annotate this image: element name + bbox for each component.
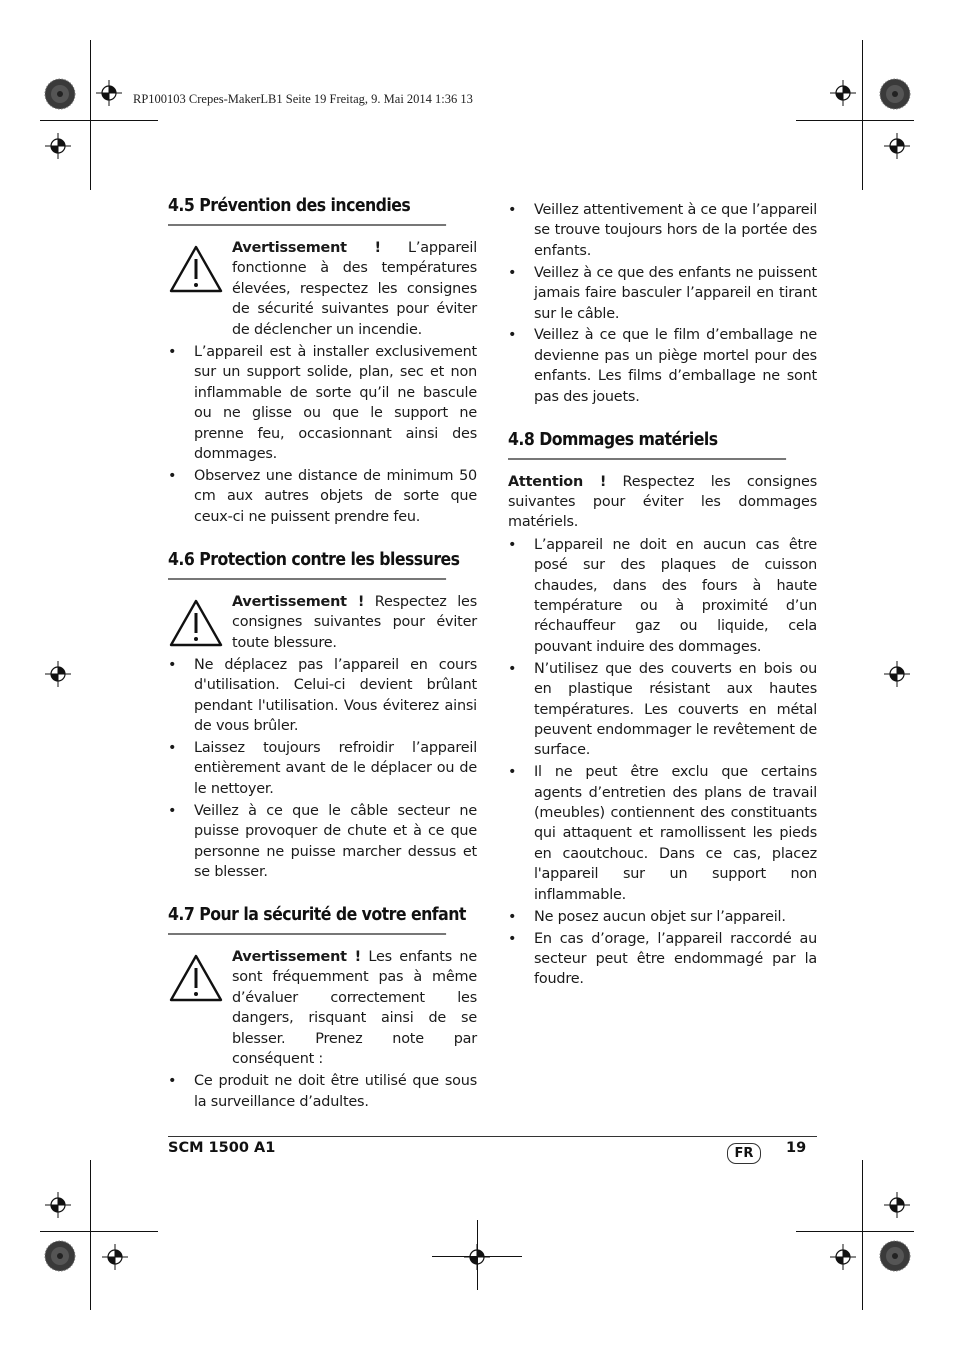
list-item: • L’appareil est à installer exclusivement sur un support solide, plan, sec et non inflammable de sorte qu’il ne bascule ou ne glisse ou que le support ne prenne feu, occasionnant ainsi des dommages. xyxy=(168,342,477,464)
footer-rule xyxy=(168,1136,817,1137)
left-column xyxy=(168,196,477,1114)
registration-mark-icon xyxy=(45,1192,71,1218)
warning-triangle-icon xyxy=(168,953,224,1003)
attention-text-4-8: Attention ! Respectez les consignes suivantes pour éviter les dommages matériels. xyxy=(508,473,817,531)
list-item: • Ce produit ne doit être utilisé que sous la surveillance d’adultes. xyxy=(168,1071,477,1112)
registration-mark-icon xyxy=(102,1244,128,1270)
warning-block-4-7 xyxy=(168,947,477,1069)
registration-mark-icon xyxy=(830,80,856,106)
warning-block-4-5 xyxy=(168,238,477,340)
bullet-list-4-7 xyxy=(168,1071,477,1112)
warning-label: Avertissement ! xyxy=(232,240,381,256)
list-item: • Veillez à ce que le câble secteur ne puisse provoquer de chute et à ce que personne ne puisse marcher dessus et se blesser. xyxy=(168,801,477,883)
registration-mark-icon xyxy=(884,1192,910,1218)
registration-mark-icon xyxy=(96,80,122,106)
warning-block-4-6 xyxy=(168,592,477,653)
color-rosette-icon xyxy=(879,78,911,110)
registration-mark-icon xyxy=(884,661,910,687)
color-rosette-icon xyxy=(879,1240,911,1272)
section-title-4-8: 4.8 Dommages matériels xyxy=(508,430,786,460)
print-info-line: RP100103 Crepes-MakerLB1 Seite 19 Freitag, 9. Mai 2014 1:36 13 xyxy=(133,92,473,106)
page-number: 19 xyxy=(786,1140,807,1156)
warning-text-4-6: Avertissement ! Respectez les consignes suivantes pour éviter toute blessure. xyxy=(232,593,477,651)
list-item: • Laissez toujours refroidir l’appareil entièrement avant de le déplacer ou de le nettoyer. xyxy=(168,738,477,799)
list-item: • Ne déplacez pas l’appareil en cours d'utilisation. Celui-ci devient brûlant pendant l'utilisation. Vous éviterez ainsi de vous brûler. xyxy=(168,655,477,737)
list-item: • Ne posez aucun objet sur l’appareil. xyxy=(508,907,817,927)
bullet-list-4-5 xyxy=(168,342,477,527)
warning-label: Avertissement ! xyxy=(232,593,365,610)
section-title-4-6: 4.6 Protection contre les blessures xyxy=(168,550,446,580)
language-badge: FR xyxy=(727,1143,761,1164)
bullet-list-4-6 xyxy=(168,655,477,882)
list-item: • Il ne peut être exclu que certains agents d’entretien des plans de travail (meubles) contiennent des constituants qui attaquent et ramollissent les pieds en caoutchouc. Dans ce cas, placez l'appareil sur un support non inflammable. xyxy=(508,762,817,905)
color-rosette-icon xyxy=(44,78,76,110)
registration-mark-icon xyxy=(884,133,910,159)
registration-mark-icon xyxy=(45,661,71,687)
right-column xyxy=(508,200,817,991)
section-title-4-5: 4.5 Prévention des incendies xyxy=(168,196,446,226)
list-item: • L’appareil ne doit en aucun cas être posé sur des plaques de cuisson chaudes, dans des fours à haute température ou à proximité d’un réchauffeur gaz ou liquide, cela pouvant induire des dommages. xyxy=(508,535,817,657)
warning-triangle-icon xyxy=(168,598,224,648)
warning-text-4-7: Avertissement ! Les enfants ne sont fréquemment pas à même d’évaluer correctement les dangers, risquant ainsi de se blesser. Prenez note par conséquent : xyxy=(232,948,477,1067)
list-item: • Veillez attentivement à ce que l’appareil se trouve toujours hors de la portée des enfants. xyxy=(508,200,817,261)
footer-model: SCM 1500 A1 xyxy=(168,1140,276,1156)
list-item: • Observez une distance de minimum 50 cm aux autres objets de sorte que ceux-ci ne puissent prendre feu. xyxy=(168,466,477,527)
bullet-list-4-7-continued xyxy=(508,200,817,407)
list-item: • En cas d’orage, l’appareil raccordé au secteur peut être endommagé par la foudre. xyxy=(508,929,817,990)
warning-triangle-icon xyxy=(168,244,224,294)
registration-mark-icon xyxy=(45,133,71,159)
bullet-list-4-8 xyxy=(508,535,817,990)
warning-label: Avertissement ! xyxy=(232,948,362,965)
list-item: • Veillez à ce que le film d’emballage ne devienne pas un piège mortel pour des enfants. Les films d’emballage ne sont pas des jouets. xyxy=(508,325,817,407)
section-title-4-7: 4.7 Pour la sécurité de votre enfant xyxy=(168,905,446,935)
crop-mark xyxy=(477,1220,478,1290)
attention-label: Attention ! xyxy=(508,473,607,490)
registration-mark-icon xyxy=(830,1244,856,1270)
color-rosette-icon xyxy=(44,1240,76,1272)
list-item: • Veillez à ce que des enfants ne puissent jamais faire basculer l’appareil en tirant sur le câble. xyxy=(508,263,817,324)
warning-text-4-5: Avertissement ! L’appareil fonctionne à des températures élevées, respectez les consignes de sécurité suivantes pour éviter de déclencher un incendie. xyxy=(232,240,477,338)
list-item: • N’utilisez que des couverts en bois ou en plastique résistant aux hautes températures. Les couverts en métal peuvent endommager le revêtement de surface. xyxy=(508,659,817,761)
